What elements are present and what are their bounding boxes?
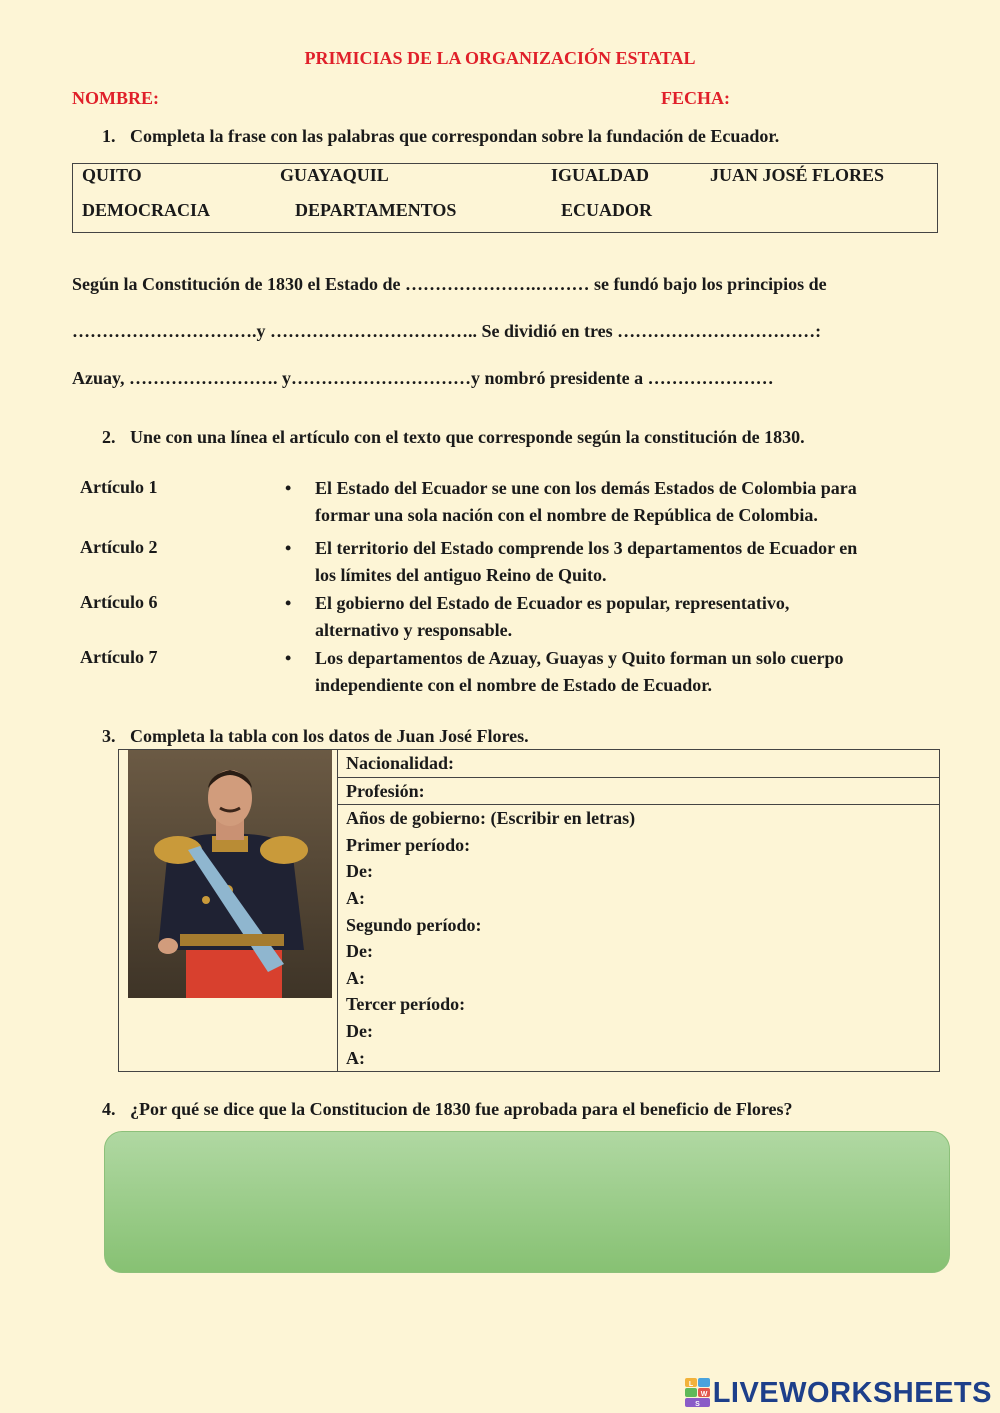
q1-text: Completa la frase con las palabras que correspondan sobre la fundación de Ecuador. <box>130 126 780 146</box>
nationality-label: Nacionalidad: <box>346 753 455 773</box>
bullet-2: • <box>285 538 292 558</box>
article-6-label[interactable]: Artículo 6 <box>80 592 158 612</box>
q2-text: Une con una línea el artículo con el texto que corresponde según la constitución de 1830. <box>130 427 805 447</box>
liveworksheets-logo-text: LIVEWORKSHEETS <box>712 1376 992 1409</box>
q3-number: 3. <box>102 726 116 746</box>
name-label: NOMBRE: <box>72 88 159 108</box>
bullet-4: • <box>285 648 292 668</box>
page-title: PRIMICIAS DE LA ORGANIZACIÓN ESTATAL <box>304 48 696 68</box>
q2-number: 2. <box>102 427 116 447</box>
date-label: FECHA: <box>661 88 730 108</box>
article-text-3-line-2: alternativo y responsable. <box>315 620 513 640</box>
third-period-label: Tercer período: <box>346 994 466 1015</box>
article-text-2-line-2: los límites del antiguo Reino de Quito. <box>315 565 607 585</box>
third-to-label: A: <box>346 1047 365 1068</box>
fill-line-3: Azuay, ……………………. y…………………………y nombró presidente a ………………… <box>72 368 774 388</box>
article-text-3[interactable] <box>315 590 935 644</box>
bullet-1: • <box>285 478 292 498</box>
article-text-3-line-1: El gobierno del Estado de Ecuador es popular, representativo, <box>315 593 790 613</box>
article-text-2-line-1: El territorio del Estado comprende los 3 departamentos de Ecuador en <box>315 538 858 558</box>
article-2-label[interactable]: Artículo 2 <box>80 537 158 557</box>
bullet-3: • <box>285 593 292 613</box>
profession-cell[interactable] <box>338 777 940 805</box>
word-ecuador: ECUADOR <box>561 200 653 220</box>
word-departamentos: DEPARTAMENTOS <box>295 200 457 220</box>
years-heading: Años de gobierno: (Escribir en letras) <box>346 808 636 829</box>
q4-prompt <box>102 1099 793 1120</box>
profession-label: Profesión: <box>346 780 425 801</box>
second-period-label: Segundo período: <box>346 914 482 935</box>
fill-line-2: ………………………….y …………………………….. Se dividió en tres ……………………………: <box>72 321 822 341</box>
liveworksheets-logo-icon <box>685 1378 711 1408</box>
government-years-cell[interactable] <box>338 805 940 1072</box>
article-text-4[interactable] <box>315 645 935 699</box>
third-from-label: De: <box>346 1020 373 1041</box>
article-text-4-line-1: Los departamentos de Azuay, Guayas y Quito forman un solo cuerpo <box>315 648 844 668</box>
article-text-2[interactable] <box>315 535 935 589</box>
flores-portrait <box>128 750 332 998</box>
portrait-image <box>128 750 332 998</box>
logo-letter-l: L <box>688 1381 693 1388</box>
answer-textarea[interactable] <box>104 1131 950 1273</box>
second-to-label: A: <box>346 967 365 988</box>
first-to-label: A: <box>346 887 365 908</box>
q3-text: Completa la tabla con los datos de Juan José Flores. <box>130 726 529 746</box>
first-from-label: De: <box>346 861 373 882</box>
q3-prompt <box>102 726 529 747</box>
first-period-label: Primer período: <box>346 834 471 855</box>
liveworksheets-logo[interactable] <box>685 1375 992 1411</box>
word-guayaquil: GUAYAQUIL <box>280 165 389 185</box>
word-quito: QUITO <box>82 165 142 185</box>
word-igualdad: IGUALDAD <box>551 165 650 185</box>
q1-prompt <box>102 126 779 147</box>
q1-number: 1. <box>102 126 116 146</box>
q4-number: 4. <box>102 1099 116 1119</box>
logo-letter-s: S <box>694 1401 700 1408</box>
q4-text: ¿Por qué se dice que la Constitucion de 1830 fue aprobada para el beneficio de Flores? <box>130 1099 793 1119</box>
word-democracia: DEMOCRACIA <box>82 200 210 220</box>
article-text-1-line-2: formar una sola nación con el nombre de República de Colombia. <box>315 505 818 525</box>
nationality-cell[interactable] <box>338 750 940 778</box>
article-text-1[interactable] <box>315 475 935 529</box>
article-7-label[interactable]: Artículo 7 <box>80 647 158 667</box>
article-text-4-line-2: independiente con el nombre de Estado de Ecuador. <box>315 675 713 695</box>
article-1-label[interactable]: Artículo 1 <box>80 477 158 497</box>
second-from-label: De: <box>346 941 373 962</box>
word-juan-jose-flores: JUAN JOSÉ FLORES <box>710 165 885 185</box>
logo-letter-w: W <box>700 1391 707 1398</box>
q2-prompt <box>102 427 805 448</box>
article-text-1-line-1: El Estado del Ecuador se une con los demás Estados de Colombia para <box>315 478 857 498</box>
fill-line-1: Según la Constitución de 1830 el Estado de ………………….……… se fundó bajo los principios de <box>72 274 827 294</box>
